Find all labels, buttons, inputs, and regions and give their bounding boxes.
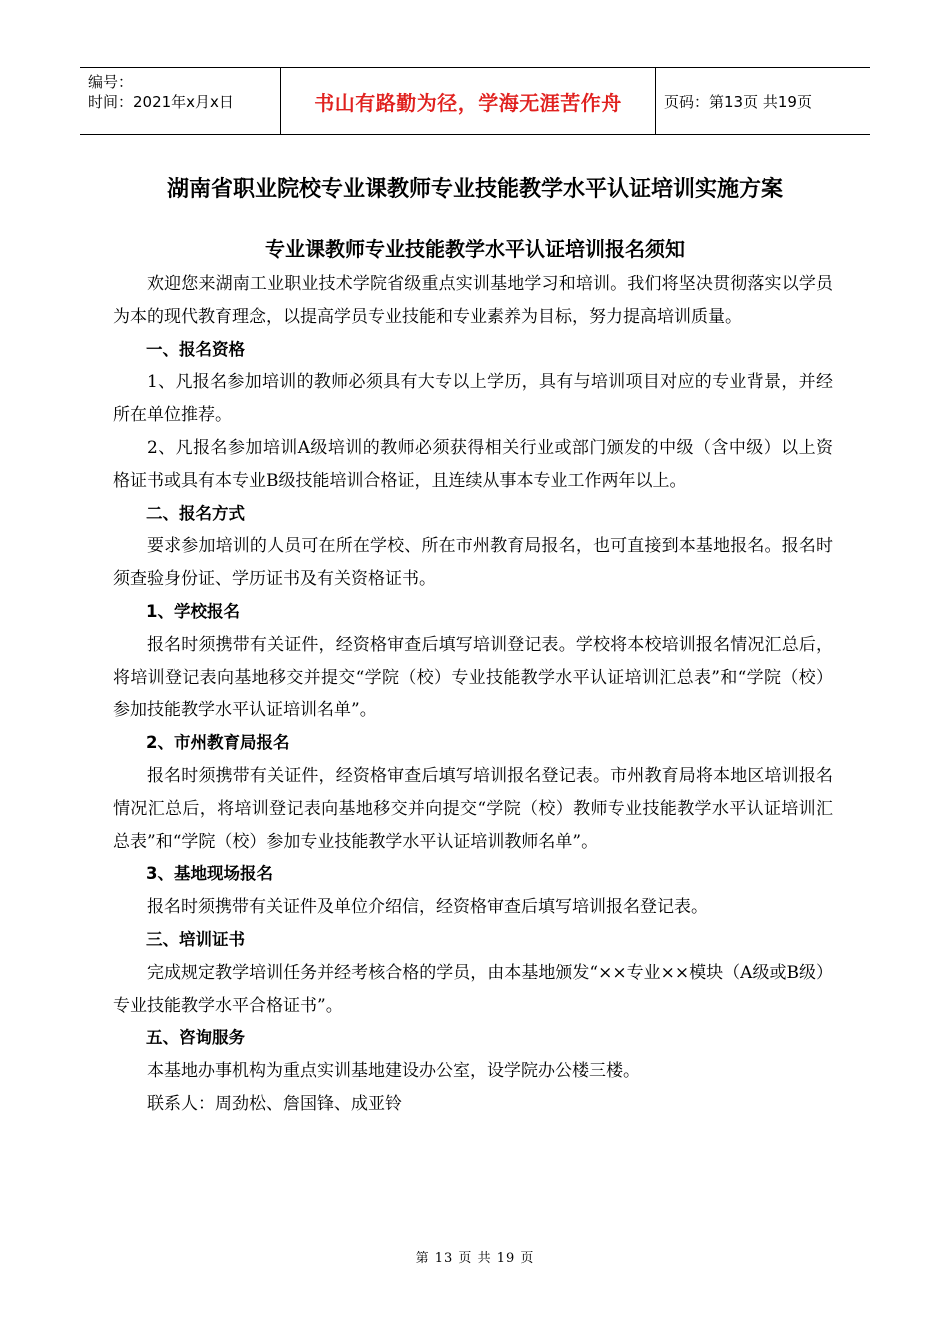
document-subtitle: 专业课教师专业技能教学水平认证培训报名须知 — [265, 237, 685, 261]
subsection-heading-onsite: 3、基地现场报名 — [146, 864, 273, 884]
certificate-text: 完成规定教学培训任务并经考核合格的学员，由本基地颁发“××专业××模块（A级或B级）专业技能教学水平合格证书”。 — [113, 962, 833, 1016]
document-number-label: 编号： — [88, 73, 134, 91]
school-registration-text: 报名时须携带有关证件，经资格审查后填写培训登记表。学校将本校培训报名情况汇总后，将培训登记表向基地移交并提交“学院（校）专业技能教学水平认证培训汇总表”和“学院（校）参加技能教学水平认证培训名单”。 — [113, 634, 833, 721]
contact-persons: 联系人：周劲松、詹国锋、成亚铃 — [147, 1093, 402, 1114]
intro-paragraph: 欢迎您来湖南工业职业技术学院省级重点实训基地学习和培训。我们将坚决贯彻落实以学员为本的现代教育理念，以提高学员专业技能和专业素养为目标，努力提高培训质量。 — [113, 274, 833, 327]
document-body — [113, 268, 833, 1121]
city-bureau-registration-text: 报名时须携带有关证件，经资格审查后填写培训报名登记表。市州教育局将本地区培训报名情况汇总后，将培训登记表向基地移交并向提交“学院（校）教师专业技能教学水平认证培训汇总表”和“学院（校）参加专业技能教学水平认证培训教师名单”。 — [113, 765, 833, 852]
page-footer: 第 13 页 共 19 页 — [415, 1251, 535, 1266]
header-meta — [80, 68, 280, 134]
registration-intro: 要求参加培训的人员可在所在学校、所在市州教育局报名，也可直接到本基地报名。报名时须查验身份证、学历证书及有关资格证书。 — [113, 536, 833, 590]
subsection-heading-city-bureau: 2、市州教育局报名 — [146, 733, 290, 753]
subsection-heading-school: 1、学校报名 — [146, 601, 240, 621]
page-header — [80, 67, 870, 135]
eligibility-item-1: 1、凡报名参加培训的教师必须具有大专以上学历，具有与培训项目对应的专业背景，并经所在单位推荐。 — [113, 372, 833, 426]
document-date: 时间：2021年x月x日 — [88, 93, 234, 111]
document-title: 湖南省职业院校专业课教师专业技能教学水平认证培训实施方案 — [166, 177, 783, 202]
section-heading-consulting: 五、咨询服务 — [146, 1028, 245, 1048]
header-page-info: 页码：第13页 共19页 — [664, 92, 812, 111]
eligibility-item-2: 2、凡报名参加培训A级培训的教师必须获得相关行业或部门颁发的中级（含中级）以上资格证书或具有本专业B级技能培训合格证，且连续从事本专业工作两年以上。 — [113, 437, 833, 491]
consulting-text: 本基地办事机构为重点实训基地建设办公室，设学院办公楼三楼。 — [147, 1061, 640, 1082]
section-heading-certificate: 三、培训证书 — [146, 929, 245, 949]
section-heading-eligibility: 一、报名资格 — [146, 339, 245, 359]
section-heading-registration-method: 二、报名方式 — [146, 503, 245, 523]
header-motto: 书山有路勤为径，学海无涯苦作舟 — [280, 68, 656, 134]
onsite-registration-text: 报名时须携带有关证件及单位介绍信，经资格审查后填写培训报名登记表。 — [147, 897, 708, 918]
